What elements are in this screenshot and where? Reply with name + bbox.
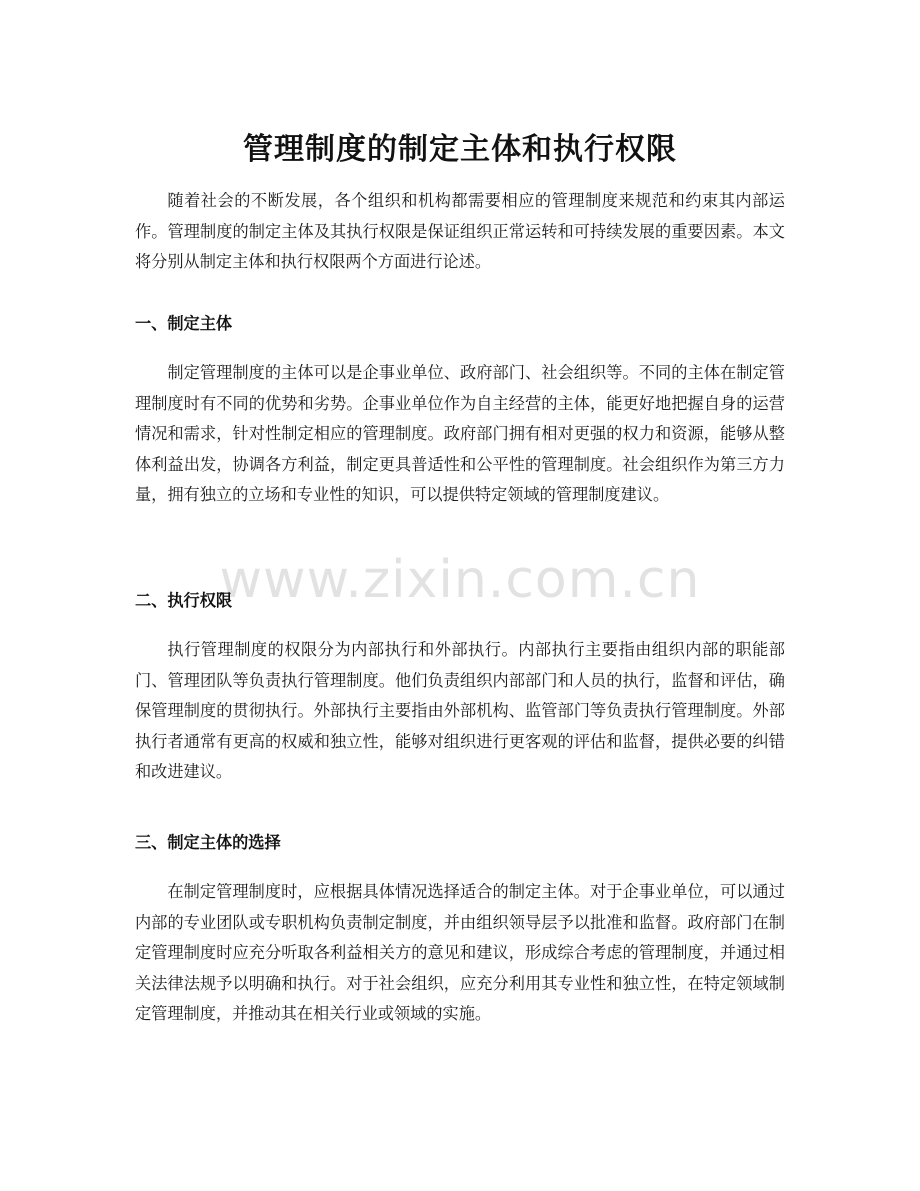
section-heading-2: 二、执行权限 xyxy=(135,591,233,610)
section-heading-3: 三、制定主体的选择 xyxy=(135,833,281,852)
section-body-2: 执行管理制度的权限分为内部执行和外部执行。内部执行主要指由组织内部的职能部门、管理团队等负责执行管理制度。他们负责组织内部部门和人员的执行，监督和评估，确保管理制度的贯彻执行。外部执行主要指由外部机构、监管部门等负责执行管理制度。外部执行者通常有更高的权威和独立性，能够对组织进行更客观的评估和监督，提供必要的纠错和改进建议。 xyxy=(135,640,785,781)
section-body-3: 在制定管理制度时，应根据具体情况选择适合的制定主体。对于企事业单位，可以通过内部的专业团队或专职机构负责制定制度，并由组织领导层予以批准和监督。政府部门在制定管理制度时应充分听取各利益相关方的意见和建议，形成综合考虑的管理制度，并通过相关法律法规予以明确和执行。对于社会组织，应充分利用其专业性和独立性，在特定领域制定管理制度，并推动其在相关行业或领域的实施。 xyxy=(135,882,785,1023)
section-heading-1: 一、制定主体 xyxy=(135,314,233,333)
section-body-1: 制定管理制度的主体可以是企事业单位、政府部门、社会组织等。不同的主体在制定管理制度时有不同的优势和劣势。企事业单位作为自主经营的主体，能更好地把握自身的运营情况和需求，针对性制定相应的管理制度。政府部门拥有相对更强的权力和资源，能够从整体利益出发，协调各方利益，制定更具普适性和公平性的管理制度。社会组织作为第三方力量，拥有独立的立场和专业性的知识，可以提供特定领域的管理制度建议。 xyxy=(135,363,785,504)
watermark-text: www.zixin.com.cn xyxy=(219,550,701,610)
intro-paragraph: 随着社会的不断发展，各个组织和机构都需要相应的管理制度来规范和约束其内部运作。管理制度的制定主体及其执行权限是保证组织正常运转和可持续发展的重要因素。本文将分别从制定主体和执行权限两个方面进行论述。 xyxy=(135,191,785,271)
document-title: 管理制度的制定主体和执行权限 xyxy=(243,132,677,168)
